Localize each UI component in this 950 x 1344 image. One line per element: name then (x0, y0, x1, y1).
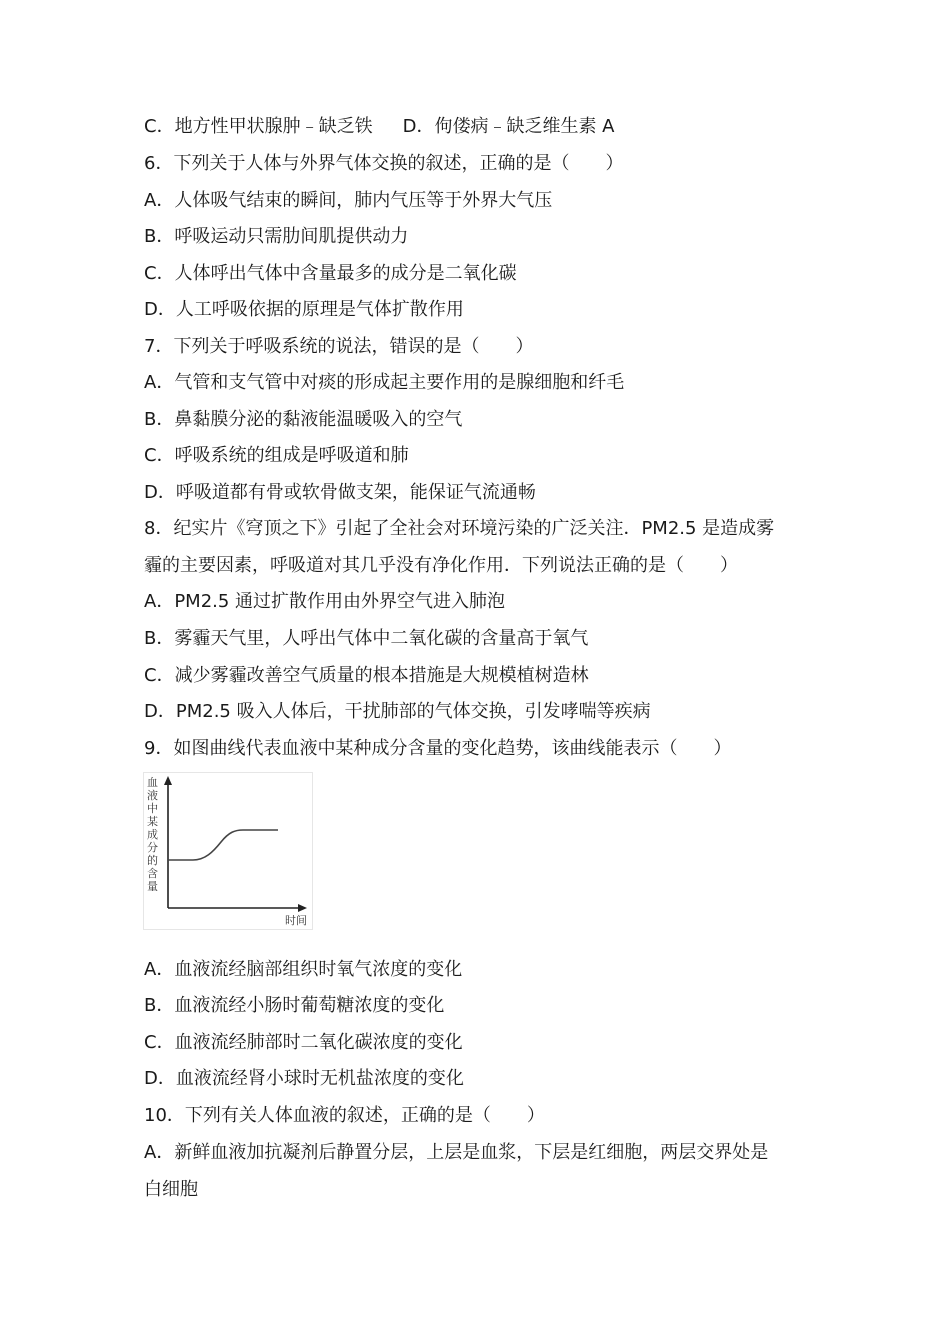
option-6a: A．人体吸气结束的瞬间，肺内气压等于外界大气压 (144, 190, 553, 211)
question-10-stem: 10．下列有关人体血液的叙述，正确的是（ ） (144, 1105, 545, 1126)
option-9a: A．血液流经脑部组织时氧气浓度的变化 (144, 959, 463, 980)
option-8d: D．PM2.5 吸入人体后，干扰肺部的气体交换，引发哮喘等疾病 (144, 701, 651, 722)
option-7a: A．气管和支气管中对痰的形成起主要作用的是腺细胞和纤毛 (144, 372, 625, 393)
option-6c: C．人体呼出气体中含量最多的成分是二氧化碳 (144, 263, 517, 284)
y-axis-label (147, 776, 158, 893)
option-6d: D．人工呼吸依据的原理是气体扩散作用 (144, 299, 464, 320)
option-6b: B．呼吸运动只需肋间肌提供动力 (144, 226, 409, 247)
ylabel-char: 血 (147, 776, 158, 789)
ylabel-char: 含 (147, 867, 158, 880)
option-5c: C．地方性甲状腺肿﹣缺乏铁 (144, 116, 373, 137)
option-9d: D．血液流经肾小球时无机盐浓度的变化 (144, 1068, 464, 1089)
question-6-stem: 6．下列关于人体与外界气体交换的叙述，正确的是（ ） (144, 153, 624, 174)
option-10a-line1: A．新鲜血液加抗凝剂后静置分层，上层是血浆，下层是红细胞，两层交界处是 (144, 1142, 769, 1163)
ylabel-char: 中 (147, 802, 158, 815)
option-10a-line2: 白细胞 (144, 1179, 198, 1200)
option-7d: D．呼吸道都有骨或软骨做支架，能保证气流通畅 (144, 482, 536, 503)
option-8c: C．减少雾霾改善空气质量的根本措施是大规模植树造林 (144, 665, 589, 686)
option-9c: C．血液流经肺部时二氧化碳浓度的变化 (144, 1032, 463, 1053)
question-9-figure (143, 772, 313, 930)
x-axis-label: 时间 (285, 914, 307, 927)
option-7c: C．呼吸系统的组成是呼吸道和肺 (144, 445, 409, 466)
figure-border (144, 773, 313, 930)
option-7b: B．鼻黏膜分泌的黏液能温暖吸入的空气 (144, 409, 463, 430)
option-9b: B．血液流经小肠时葡萄糖浓度的变化 (144, 995, 445, 1016)
ylabel-char: 量 (147, 880, 158, 893)
question-8-stem-line1: 8．纪实片《穹顶之下》引起了全社会对环境污染的广泛关注．PM2.5 是造成雾 (144, 518, 775, 539)
question-8-stem-line2: 霾的主要因素，呼吸道对其几乎没有净化作用．下列说法正确的是（ ） (144, 555, 738, 576)
option-5d: D．佝偻病﹣缺乏维生素 A (402, 116, 615, 137)
ylabel-char: 分 (147, 841, 158, 854)
question-7-stem: 7．下列关于呼吸系统的说法，错误的是（ ） (144, 336, 534, 357)
question-5-options-cd (144, 115, 614, 139)
ylabel-char: 的 (147, 854, 158, 867)
option-8a: A．PM2.5 通过扩散作用由外界空气进入肺泡 (144, 591, 506, 612)
ylabel-char: 成 (147, 828, 158, 841)
ylabel-char: 某 (147, 815, 158, 828)
option-8b: B．雾霾天气里，人呼出气体中二氧化碳的含量高于氧气 (144, 628, 589, 649)
curve-graph (143, 772, 313, 930)
question-9-stem: 9．如图曲线代表血液中某种成分含量的变化趋势，该曲线能表示（ ） (144, 738, 732, 759)
ylabel-char: 液 (147, 789, 158, 802)
